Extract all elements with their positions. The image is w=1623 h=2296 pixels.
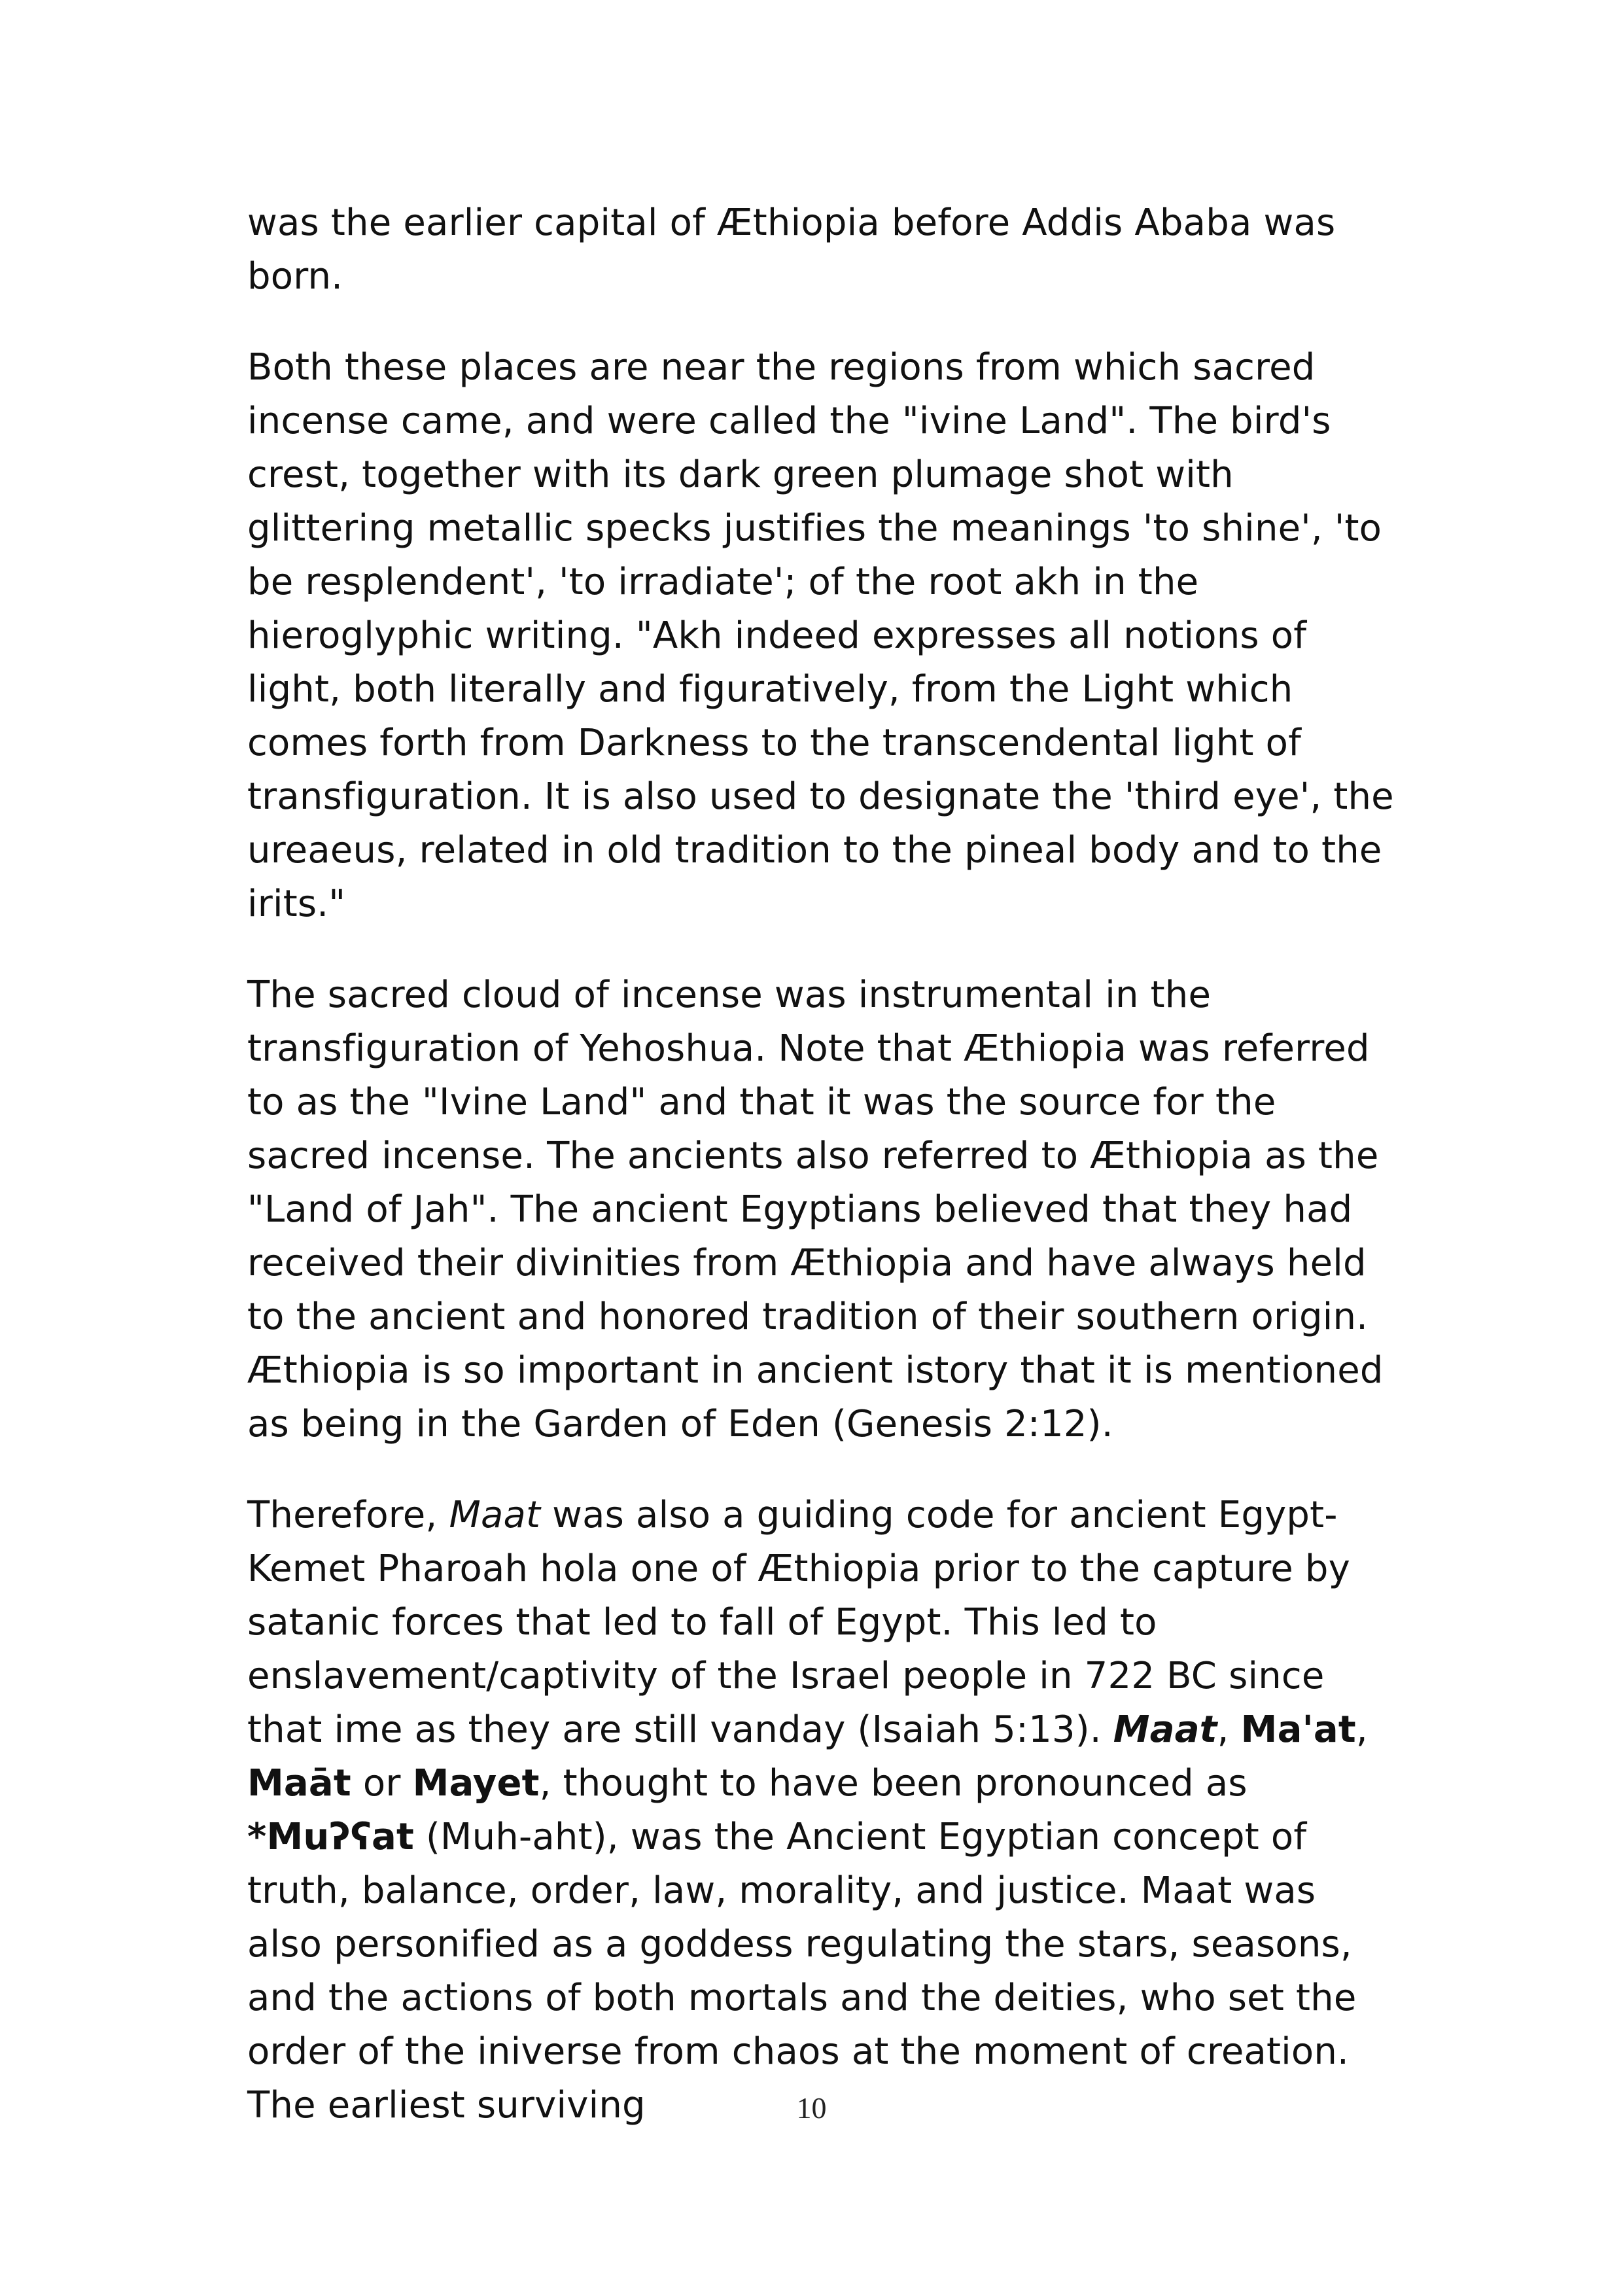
p4-segment-3: or [351, 1762, 413, 1805]
body-text [247, 196, 1399, 2132]
maat-apostrophe-bold: Ma'at [1240, 1708, 1356, 1751]
p4-segment-4: , thought to have been pronounced as [539, 1762, 1248, 1805]
maat-macron-bold: Maāt [247, 1762, 351, 1805]
paragraph-4 [247, 1489, 1399, 2132]
paragraph-2: Both these places are near the regions from which sacred incense came, and were called the "ivine Land". The bird's crest, together with its dark green plumage shot with glittering metallic specks justifies the meanings 'to shine', 'to be resplendent', 'to irradiate'; of the root akh in the hieroglyphic writing. "Akh indeed expresses all notions of light, both literally and figuratively, from the Light which comes forth from Darkness to the transcendental light of transfiguration. It is also used to designate the 'third eye', the ureaeus, related in old tradition to the pineal body and to the irits." [247, 346, 1394, 925]
muhat-bold: *Muʔʕat [247, 1816, 414, 1858]
p4-segment-1: Therefore, [247, 1494, 449, 1536]
maat-italic: Maat [449, 1494, 541, 1536]
p4-segment-2: was also a guiding code for ancient Egypt-Kemet Pharoah hola one of Æthiopia prior to the capture by satanic forces that led to fall of Egypt. This led to enslavement/captivity of the Israel people in 722 BC since that ime as they are still vanday (Isaiah 5:13). [247, 1494, 1351, 1751]
mayet-bold: Mayet [412, 1762, 540, 1805]
p4-segment-5: (Muh-aht), was the Ancient Egyptian concept of truth, balance, order, law, morality, and justice. Maat was also personified as a goddess regulating the stars, seasons, and the actions of both mortals and the deities, who set the order of the iniverse from chaos at the moment of creation. The earliest surviving [247, 1816, 1357, 2127]
maat-bold-italic: Maat [1113, 1708, 1217, 1751]
paragraph-3: The sacred cloud of incense was instrumental in the transfiguration of Yehoshua. Note that Æthiopia was referred to as the "Ivine Land" and that it was the source for the sacred incense. The ancients also referred to Æthiopia as the "Land of Jah". The ancient Egyptians believed that they had received their divinities from Æthiopia and have always held to the ancient and honored tradition of their southern origin. Æthiopia is so important in ancient istory that it is mentioned as being in the Garden of Eden (Genesis 2:12). [247, 974, 1384, 1445]
p4-sep-2: , [1355, 1708, 1368, 1751]
p4-sep-1: , [1217, 1708, 1241, 1751]
paragraph-1: was the earlier capital of Æthiopia before Addis Ababa was born. [247, 202, 1336, 298]
page-number: 10 [796, 2091, 827, 2125]
